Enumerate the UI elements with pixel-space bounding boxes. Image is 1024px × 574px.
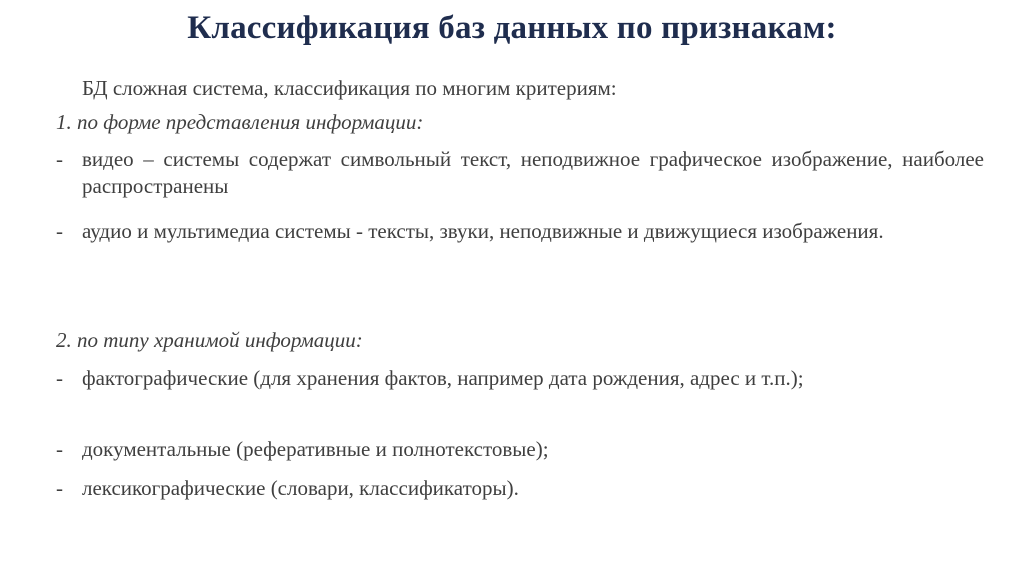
list-item-text: видео – системы содержат символьный текст, неподвижное графическое изображение, наиболее распространены	[82, 147, 984, 198]
list-item	[56, 218, 984, 245]
list-item	[56, 436, 984, 463]
list-item-text: фактографические (для хранения фактов, например дата рождения, адрес и т.п.);	[82, 366, 804, 390]
bullet-dash: -	[56, 366, 63, 390]
list-item-text: лексикографические (словари, классификаторы).	[82, 476, 519, 500]
list-item	[56, 146, 984, 200]
bullet-dash: -	[56, 437, 63, 461]
slide-title: Классификация баз данных по признакам:	[187, 10, 837, 46]
list-item-text: аудио и мультимедиа системы - тексты, звуки, неподвижные и движущиеся изображения.	[82, 219, 884, 243]
bullet-dash: -	[56, 476, 63, 500]
bullet-dash: -	[56, 147, 63, 171]
bullet-dash: -	[56, 219, 63, 243]
list-item	[56, 365, 984, 392]
list-item-text: документальные (реферативные и полнотекстовые);	[82, 437, 549, 461]
section-heading-2: 2. по типу хранимой информации:	[56, 328, 363, 352]
section-heading-1: 1. по форме представления информации:	[56, 110, 424, 134]
intro-text: БД сложная система, классификация по многим критериям:	[82, 76, 617, 100]
list-item	[56, 475, 984, 502]
